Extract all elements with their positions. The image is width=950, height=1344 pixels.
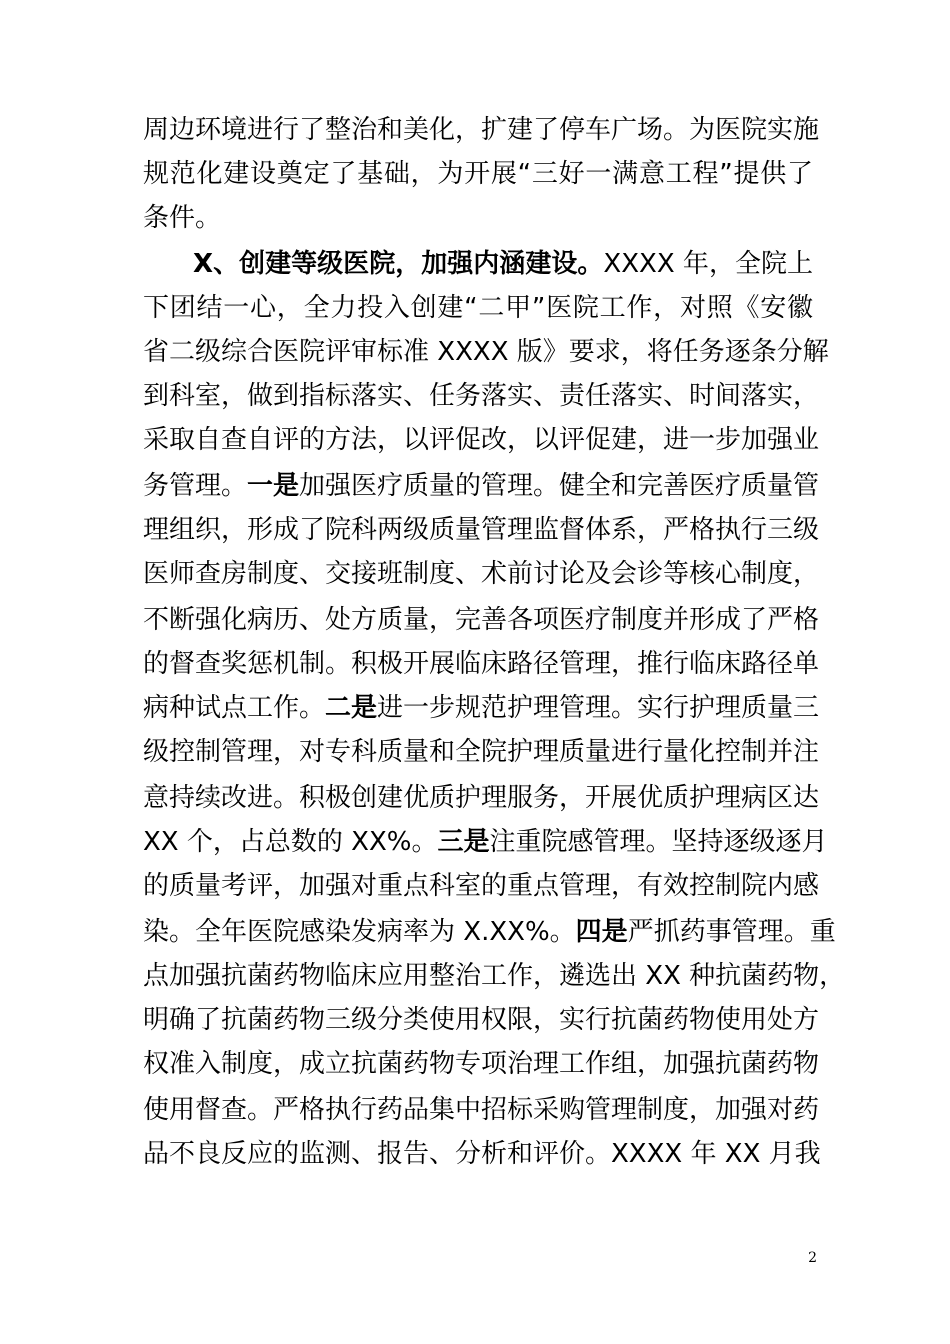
text-line [143, 642, 820, 686]
text-line [143, 730, 820, 774]
page-number: 2 [808, 1250, 817, 1266]
bold-keyword: 二是 [325, 693, 378, 723]
text-segment: 采取自查自评的方法，以评促改，以评促建，进一步加强业 [143, 425, 820, 455]
text-segment: 级控制管理，对专科质量和全院护理质量进行量化控制并注 [143, 737, 820, 767]
text-line [143, 552, 820, 596]
text-line [143, 776, 820, 820]
text-segment: XX 个，占总数的 XX%。 [143, 827, 438, 857]
text-segment: 权准入制度，成立抗菌药物专项治理工作组，加强抗菌药物 [143, 1049, 820, 1079]
text-line [143, 108, 820, 152]
text-segment: 品不良反应的监测、报告、分析和评价。XXXX 年 XX 月我 [143, 1139, 821, 1169]
text-segment: XXXX 年，全院上 [603, 249, 814, 279]
text-segment: 注重院感管理。坚持逐级逐月 [489, 827, 828, 857]
text-segment: 使用督查。严格执行药品集中招标采购管理制度，加强对药 [143, 1095, 820, 1125]
text-segment: 省二级综合医院评审标准 XXXX 版》要求，将任务逐条分解 [143, 337, 829, 367]
text-segment: 进一步规范护理管理。实行护理质量三 [377, 693, 820, 723]
text-segment: 明确了抗菌药物三级分类使用权限，实行抗菌药物使用处方 [143, 1005, 820, 1035]
text-segment: 加强医疗质量的管理。健全和完善医疗质量管 [299, 471, 820, 501]
text-segment: 周边环境进行了整治和美化，扩建了停车广场。为医院实施 [143, 115, 820, 145]
text-line [143, 910, 836, 954]
text-line [143, 820, 828, 864]
text-segment: 不断强化病历、处方质量，完善各项医疗制度并形成了严格 [143, 605, 820, 635]
bold-keyword: 三是 [437, 827, 490, 857]
text-line [143, 286, 813, 330]
text-segment: 理组织，形成了院科两级质量管理监督体系，严格执行三级 [143, 515, 820, 545]
text-segment: 下团结一心，全力投入创建“二甲”医院工作，对照《安徽 [143, 293, 813, 323]
text-line [143, 686, 820, 730]
text-segment: 点加强抗菌药物临床应用整治工作，遴选出 XX 种抗菌药物， [143, 961, 846, 991]
text-line [143, 1088, 820, 1132]
section-heading: X、创建等级医院，加强内涵建设。 [193, 249, 604, 279]
text-segment: 务管理。 [143, 471, 248, 501]
text-line [143, 196, 813, 240]
section-heading-line [193, 242, 813, 286]
bold-keyword: 一是 [247, 471, 300, 501]
text-segment: 的督查奖惩机制。积极开展临床路径管理，推行临床路径单 [143, 649, 820, 679]
bold-keyword: 四是 [575, 917, 628, 947]
text-line [143, 418, 820, 462]
text-line [143, 998, 820, 1042]
text-line [143, 954, 846, 998]
text-segment: 严抓药事管理。重 [627, 917, 836, 947]
text-line [143, 330, 829, 374]
text-segment: 到科室，做到指标落实、任务落实、责任落实、时间落实， [143, 381, 820, 411]
text-segment: 病种试点工作。 [143, 693, 326, 723]
text-line [143, 464, 820, 508]
text-segment: 规范化建设奠定了基础，为开展“三好一满意工程”提供了 [143, 159, 813, 189]
text-line [143, 598, 820, 642]
text-line [143, 1042, 820, 1086]
text-segment: 条件。 [143, 203, 222, 233]
text-line [143, 1132, 821, 1176]
text-line [143, 152, 813, 196]
text-line [143, 508, 820, 552]
text-segment: 染。全年医院感染发病率为 X.XX%。 [143, 917, 576, 947]
text-segment: 意持续改进。积极创建优质护理服务，开展优质护理病区达 [143, 783, 820, 813]
text-segment: 医师查房制度、交接班制度、术前讨论及会诊等核心制度， [143, 559, 820, 589]
text-line [143, 374, 820, 418]
text-segment: 的质量考评，加强对重点科室的重点管理，有效控制院内感 [143, 871, 820, 901]
text-line [143, 864, 820, 908]
